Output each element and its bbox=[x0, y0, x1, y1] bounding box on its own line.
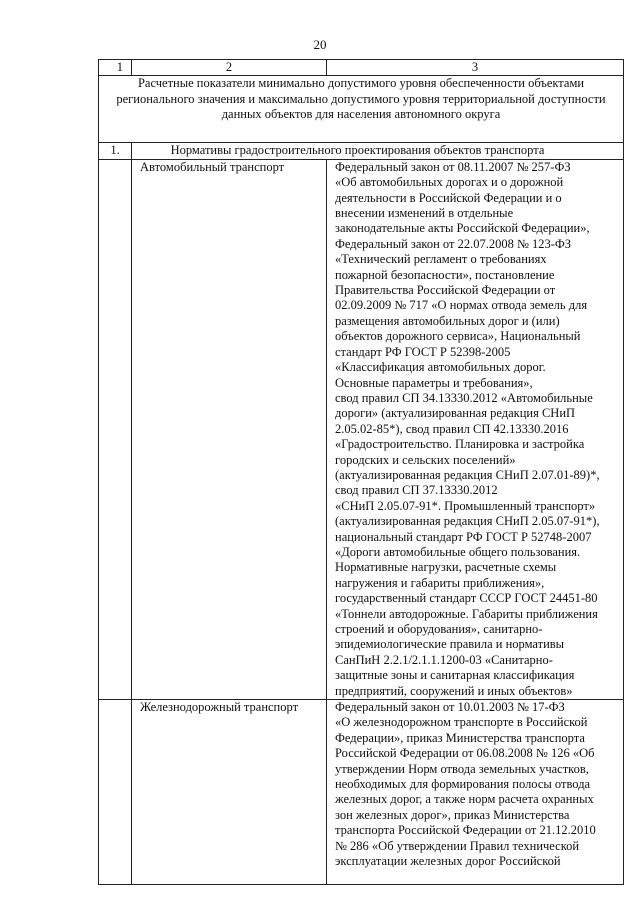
transport-type-label: Железнодорожный транспорт bbox=[140, 700, 299, 715]
regulations-table bbox=[98, 59, 624, 885]
page-number: 20 bbox=[313, 37, 327, 52]
column-numbers-row bbox=[99, 60, 624, 76]
section-row bbox=[99, 143, 624, 159]
table-row bbox=[99, 700, 624, 885]
table-row bbox=[99, 159, 624, 699]
column-number-2: 2 bbox=[132, 60, 327, 76]
regulation-text: Федеральный закон от 10.01.2003 № 17-ФЗ «О железнодорожном транспорте в Российской Федерации», приказ Министерства транспорта Российской Федерации от 06.08.2008 № 126 «Об утверждении Норм отвода земельных участков, необходимых для формирования полосы отвода железных дорог, а также норм расчета охранных зон железных дорог», приказ Министерства транспорта Российской Федерации от 21.12.2010 № 286 «Об утверждении Правил технической эксплуатации железных дорог Российской bbox=[335, 700, 596, 869]
section-title: Нормативы градостроительного проектирования объектов транспорта bbox=[132, 143, 624, 159]
table-caption-row bbox=[99, 76, 624, 143]
transport-type-label: Автомобильный транспорт bbox=[140, 159, 285, 174]
regulation-text: Федеральный закон от 08.11.2007 № 257-ФЗ «Об автомобильных дорогах и о дорожной деятельности в Российской Федерации и о внесении изменений в отдельные законодательные акты Российской Федерации», Федеральный закон от 22.07.2008 № 123-ФЗ «Технический регламент о требованиях пожарной безопасности», постановление Правительства Российской Федерации от 02.09.2009 № 717 «О нормах отвода земель для размещения автомобильных дорог и (или) объектов дорожного сервиса», Национальный стандарт РФ ГОСТ Р 52398-2005 «Классификация автомобильных дорог. Основные параметры и требования», свод правил СП 34.13330.2012 «Автомобильные дороги» (актуализированная редакция СНиП 2.05.02-85*), свод правил СП 42.13330.2016 «Градостроительство. Планировка и застройка городских и сельских поселений» (актуализированная редакция СНиП 2.07.01-89)*, свод правил СП 37.13330.2012 «СНиП 2.05.07-91*. Промышленный транспорт» (актуализированная редакция СНиП 2.05.07-91*), национальный стандарт РФ ГОСТ Р 52748-2007 «Дороги автомобильные общего пользования. Нормативные нагрузки, расчетные схемы нагружения и габариты приближения», государственный стандарт СССР ГОСТ 24451-80 «Тоннели автодорожные. Габариты приближения строений и оборудования», санитарно- эпидемиологические правила и нормативы СанПиН 2.2.1/2.1.1.1200-03 «Санитарно- защитные зоны и санитарная классификация предприятий, сооружений и иных объектов» bbox=[335, 159, 600, 698]
column-number-3: 3 bbox=[327, 60, 624, 76]
table-caption: Расчетные показатели минимально допустимого уровня обеспеченности объектами регионального значения и максимально допустимого уровня территориальной доступности данных объектов для населения автономного округа bbox=[99, 76, 624, 143]
section-number: 1. bbox=[99, 143, 132, 159]
column-number-1: 1 bbox=[116, 60, 123, 74]
